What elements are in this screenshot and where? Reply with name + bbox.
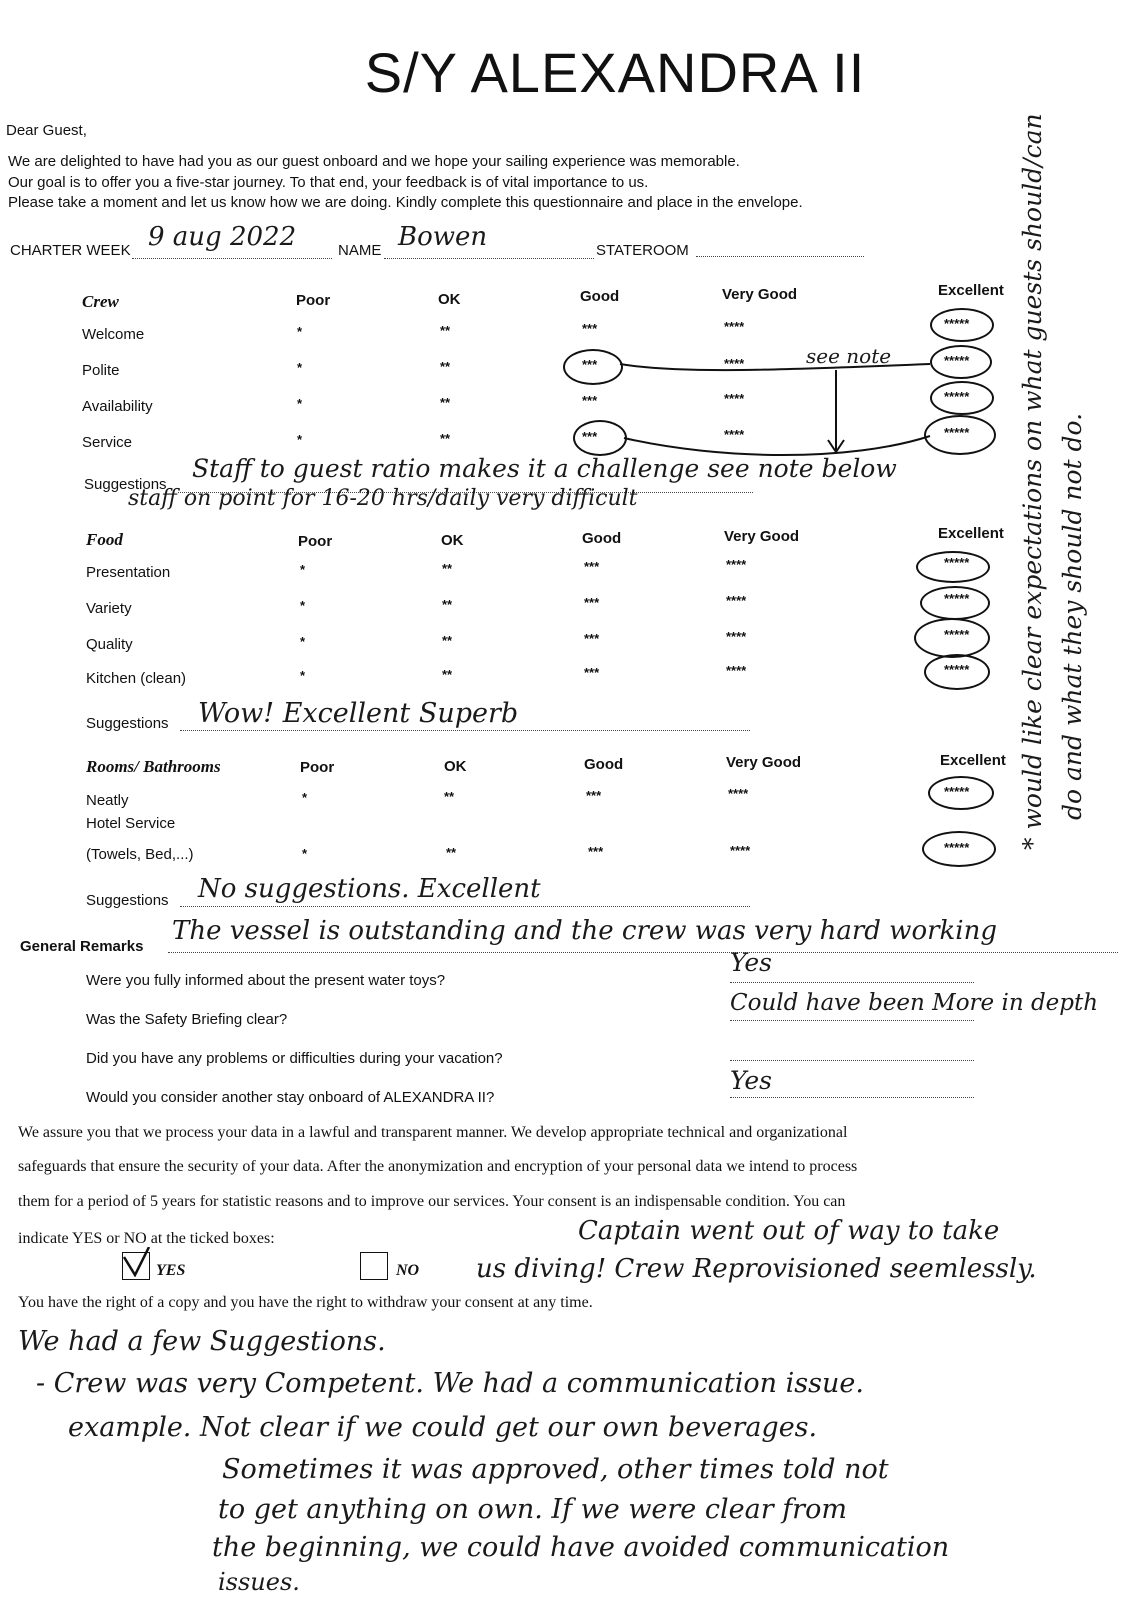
col-poor: Poor bbox=[298, 533, 333, 550]
crew-suggestion-line-1[interactable]: Staff to guest ratio makes it a challenge see note below bbox=[192, 454, 897, 483]
side-note-line-2: do and what they should not do. bbox=[1058, 412, 1087, 820]
star-poor[interactable]: * bbox=[302, 846, 308, 861]
star-excellent[interactable]: ***** bbox=[944, 662, 970, 677]
col-very-good: Very Good bbox=[724, 528, 800, 545]
see-note-annotation: see note bbox=[806, 344, 892, 368]
star-excellent[interactable]: ***** bbox=[944, 591, 970, 606]
food-item-presentation: Presentation bbox=[86, 564, 171, 581]
rooms-neatly-selected-circle bbox=[928, 776, 994, 810]
star-good[interactable]: *** bbox=[582, 321, 598, 336]
col-very-good: Very Good bbox=[726, 754, 802, 771]
star-very-good[interactable]: **** bbox=[724, 391, 745, 406]
question-problems: Did you have any problems or difficulties during your vacation? bbox=[86, 1050, 503, 1067]
col-good: Good bbox=[584, 756, 624, 773]
star-ok[interactable]: ** bbox=[440, 431, 451, 446]
privacy-rights: You have the right of a copy and you have the right to withdraw your consent at any time. bbox=[18, 1294, 593, 1311]
name-value[interactable]: Bowen bbox=[398, 222, 488, 252]
food-variety-selected-circle bbox=[920, 586, 990, 620]
star-poor[interactable]: * bbox=[300, 668, 306, 683]
star-good[interactable]: *** bbox=[584, 595, 600, 610]
bottom-note-line-4: Sometimes it was approved, other times told not bbox=[222, 1454, 889, 1485]
general-remarks-label: General Remarks bbox=[20, 938, 144, 955]
star-excellent[interactable]: ***** bbox=[944, 425, 970, 440]
star-very-good[interactable]: **** bbox=[728, 786, 749, 801]
star-poor[interactable]: * bbox=[297, 396, 303, 411]
bottom-note-line-5: to get anything on own. If we were clear from bbox=[218, 1494, 847, 1525]
star-excellent[interactable]: ***** bbox=[944, 627, 970, 642]
star-ok[interactable]: ** bbox=[440, 395, 451, 410]
star-very-good[interactable]: **** bbox=[724, 356, 745, 371]
star-poor[interactable]: * bbox=[300, 562, 306, 577]
col-excellent: Excellent bbox=[940, 752, 1006, 769]
col-ok: OK bbox=[444, 758, 467, 775]
charter-week-label: CHARTER WEEK bbox=[10, 242, 131, 259]
side-note-line-1: * would like clear expectations on what guests should/can bbox=[1018, 113, 1047, 850]
question-water-toys: Were you fully informed about the present water toys? bbox=[86, 972, 446, 989]
food-heading: Food bbox=[86, 530, 123, 549]
star-excellent[interactable]: ***** bbox=[944, 389, 970, 404]
rooms-hotel-selected-circle bbox=[922, 831, 996, 867]
food-kitchen-selected-circle bbox=[924, 654, 990, 690]
bottom-note-line-7: issues. bbox=[218, 1568, 300, 1596]
food-suggestion[interactable]: Wow! Excellent Superb bbox=[198, 698, 519, 729]
rooms-heading: Rooms/ Bathrooms bbox=[86, 757, 221, 776]
rooms-item-hotel-service: Hotel Service bbox=[86, 815, 176, 832]
star-excellent[interactable]: ***** bbox=[944, 353, 970, 368]
bottom-note-line-3: example. Not clear if we could get our own beverages. bbox=[68, 1412, 818, 1443]
star-poor[interactable]: * bbox=[302, 790, 308, 805]
question-safety-briefing: Was the Safety Briefing clear? bbox=[86, 1011, 288, 1028]
food-presentation-selected-circle bbox=[916, 551, 990, 583]
consent-no-checkbox[interactable] bbox=[360, 1252, 388, 1280]
star-ok[interactable]: ** bbox=[442, 597, 453, 612]
star-very-good[interactable]: **** bbox=[726, 557, 747, 572]
col-excellent: Excellent bbox=[938, 525, 1004, 542]
star-ok[interactable]: ** bbox=[440, 359, 451, 374]
intro-line-3: Please take a moment and let us know how we are doing. Kindly complete this questionnaire and place in the envelope. bbox=[8, 194, 803, 211]
bottom-note-line-2: - Crew was very Competent. We had a communication issue. bbox=[36, 1368, 864, 1399]
star-very-good[interactable]: **** bbox=[730, 843, 751, 858]
name-label: NAME bbox=[338, 242, 382, 259]
crew-suggestion-line-2[interactable]: staff on point for 16-20 hrs/daily very difficult bbox=[128, 486, 638, 511]
crew-suggestions-label: Suggestions bbox=[84, 476, 167, 493]
star-good[interactable]: *** bbox=[584, 631, 600, 646]
consent-yes-label: YES bbox=[156, 1262, 186, 1279]
star-very-good[interactable]: **** bbox=[724, 427, 745, 442]
rooms-item-hotel-service-detail: (Towels, Bed,...) bbox=[86, 846, 194, 863]
star-ok[interactable]: ** bbox=[446, 845, 457, 860]
star-poor[interactable]: * bbox=[297, 360, 303, 375]
food-item-quality: Quality bbox=[86, 636, 133, 653]
consent-no-label: NO bbox=[396, 1262, 420, 1279]
col-ok: OK bbox=[438, 291, 461, 308]
star-good[interactable]: *** bbox=[586, 788, 602, 803]
star-excellent[interactable]: ***** bbox=[944, 784, 970, 799]
crew-item-polite: Polite bbox=[82, 362, 120, 379]
captain-note-line-2: us diving! Crew Reprovisioned seemlessly. bbox=[476, 1254, 1037, 1284]
charter-week-value[interactable]: 9 aug 2022 bbox=[148, 222, 297, 252]
star-ok[interactable]: ** bbox=[442, 667, 453, 682]
col-excellent: Excellent bbox=[938, 282, 1004, 299]
star-excellent[interactable]: ***** bbox=[944, 316, 970, 331]
star-good[interactable]: *** bbox=[584, 559, 600, 574]
crew-item-welcome: Welcome bbox=[82, 326, 145, 343]
answer-safety-briefing[interactable]: Could have been More in depth bbox=[730, 990, 1099, 1016]
col-good: Good bbox=[580, 288, 620, 305]
star-poor[interactable]: * bbox=[297, 324, 303, 339]
answer-another-stay[interactable]: Yes bbox=[730, 1066, 772, 1095]
crew-welcome-selected-circle bbox=[930, 308, 994, 342]
star-good[interactable]: *** bbox=[588, 844, 604, 859]
star-very-good[interactable]: **** bbox=[726, 663, 747, 678]
privacy-line-4: indicate YES or NO at the ticked boxes: bbox=[18, 1230, 275, 1247]
col-good: Good bbox=[582, 530, 622, 547]
star-good[interactable]: *** bbox=[582, 357, 598, 372]
stateroom-label: STATEROOM bbox=[596, 242, 689, 259]
crew-heading: Crew bbox=[82, 292, 119, 311]
general-remark[interactable]: The vessel is outstanding and the crew was very hard working bbox=[172, 916, 997, 946]
rooms-suggestions-label: Suggestions bbox=[86, 892, 169, 909]
captain-note-line-1: Captain went out of way to take bbox=[578, 1216, 1000, 1246]
star-poor[interactable]: * bbox=[300, 598, 306, 613]
star-ok[interactable]: ** bbox=[442, 561, 453, 576]
bottom-note-line-1: We had a few Suggestions. bbox=[18, 1326, 386, 1357]
greeting: Dear Guest, bbox=[6, 122, 87, 139]
star-ok[interactable]: ** bbox=[440, 323, 451, 338]
intro-line-2: Our goal is to offer you a five-star journey. To that end, your feedback is of vital importance to us. bbox=[8, 174, 649, 191]
question-another-stay: Would you consider another stay onboard of ALEXANDRA II? bbox=[86, 1089, 495, 1106]
bottom-note-line-6: the beginning, we could have avoided communication bbox=[212, 1532, 950, 1563]
col-ok: OK bbox=[441, 532, 464, 549]
star-good[interactable]: *** bbox=[582, 393, 598, 408]
food-item-variety: Variety bbox=[86, 600, 132, 617]
star-poor[interactable]: * bbox=[297, 432, 303, 447]
answer-water-toys[interactable]: Yes bbox=[730, 948, 772, 977]
star-ok[interactable]: ** bbox=[442, 633, 453, 648]
form-title: S/Y ALEXANDRA II bbox=[364, 41, 866, 104]
star-very-good[interactable]: **** bbox=[726, 629, 747, 644]
checkmark-icon bbox=[121, 1247, 151, 1277]
star-very-good[interactable]: **** bbox=[724, 319, 745, 334]
crew-item-service: Service bbox=[82, 434, 133, 451]
consent-yes-checkbox[interactable] bbox=[122, 1252, 150, 1280]
col-poor: Poor bbox=[300, 759, 335, 776]
star-ok[interactable]: ** bbox=[444, 789, 455, 804]
crew-item-availability: Availability bbox=[82, 398, 153, 415]
star-good[interactable]: *** bbox=[584, 665, 600, 680]
rooms-suggestion[interactable]: No suggestions. Excellent bbox=[198, 874, 541, 904]
col-very-good: Very Good bbox=[722, 286, 798, 303]
food-quality-selected-circle bbox=[914, 618, 990, 658]
star-excellent[interactable]: ***** bbox=[944, 840, 970, 855]
star-good[interactable]: *** bbox=[582, 429, 598, 444]
privacy-line-3: them for a period of 5 years for statistic reasons and to improve our services. Your consent is an indispensable condition. You can bbox=[18, 1193, 846, 1210]
privacy-line-2: safeguards that ensure the security of your data. After the anonymization and encryption of your personal data we intend to process bbox=[18, 1158, 858, 1175]
food-suggestions-label: Suggestions bbox=[86, 715, 169, 732]
star-excellent[interactable]: ***** bbox=[944, 555, 970, 570]
star-poor[interactable]: * bbox=[300, 634, 306, 649]
star-very-good[interactable]: **** bbox=[726, 593, 747, 608]
food-item-kitchen: Kitchen (clean) bbox=[86, 670, 187, 687]
rooms-item-neatly: Neatly bbox=[86, 792, 129, 809]
col-poor: Poor bbox=[296, 292, 331, 309]
privacy-line-1: We assure you that we process your data in a lawful and transparent manner. We develop appropriate technical and organizational bbox=[18, 1124, 848, 1141]
intro-line-1: We are delighted to have had you as our guest onboard and we hope your sailing experience was memorable. bbox=[8, 153, 740, 170]
